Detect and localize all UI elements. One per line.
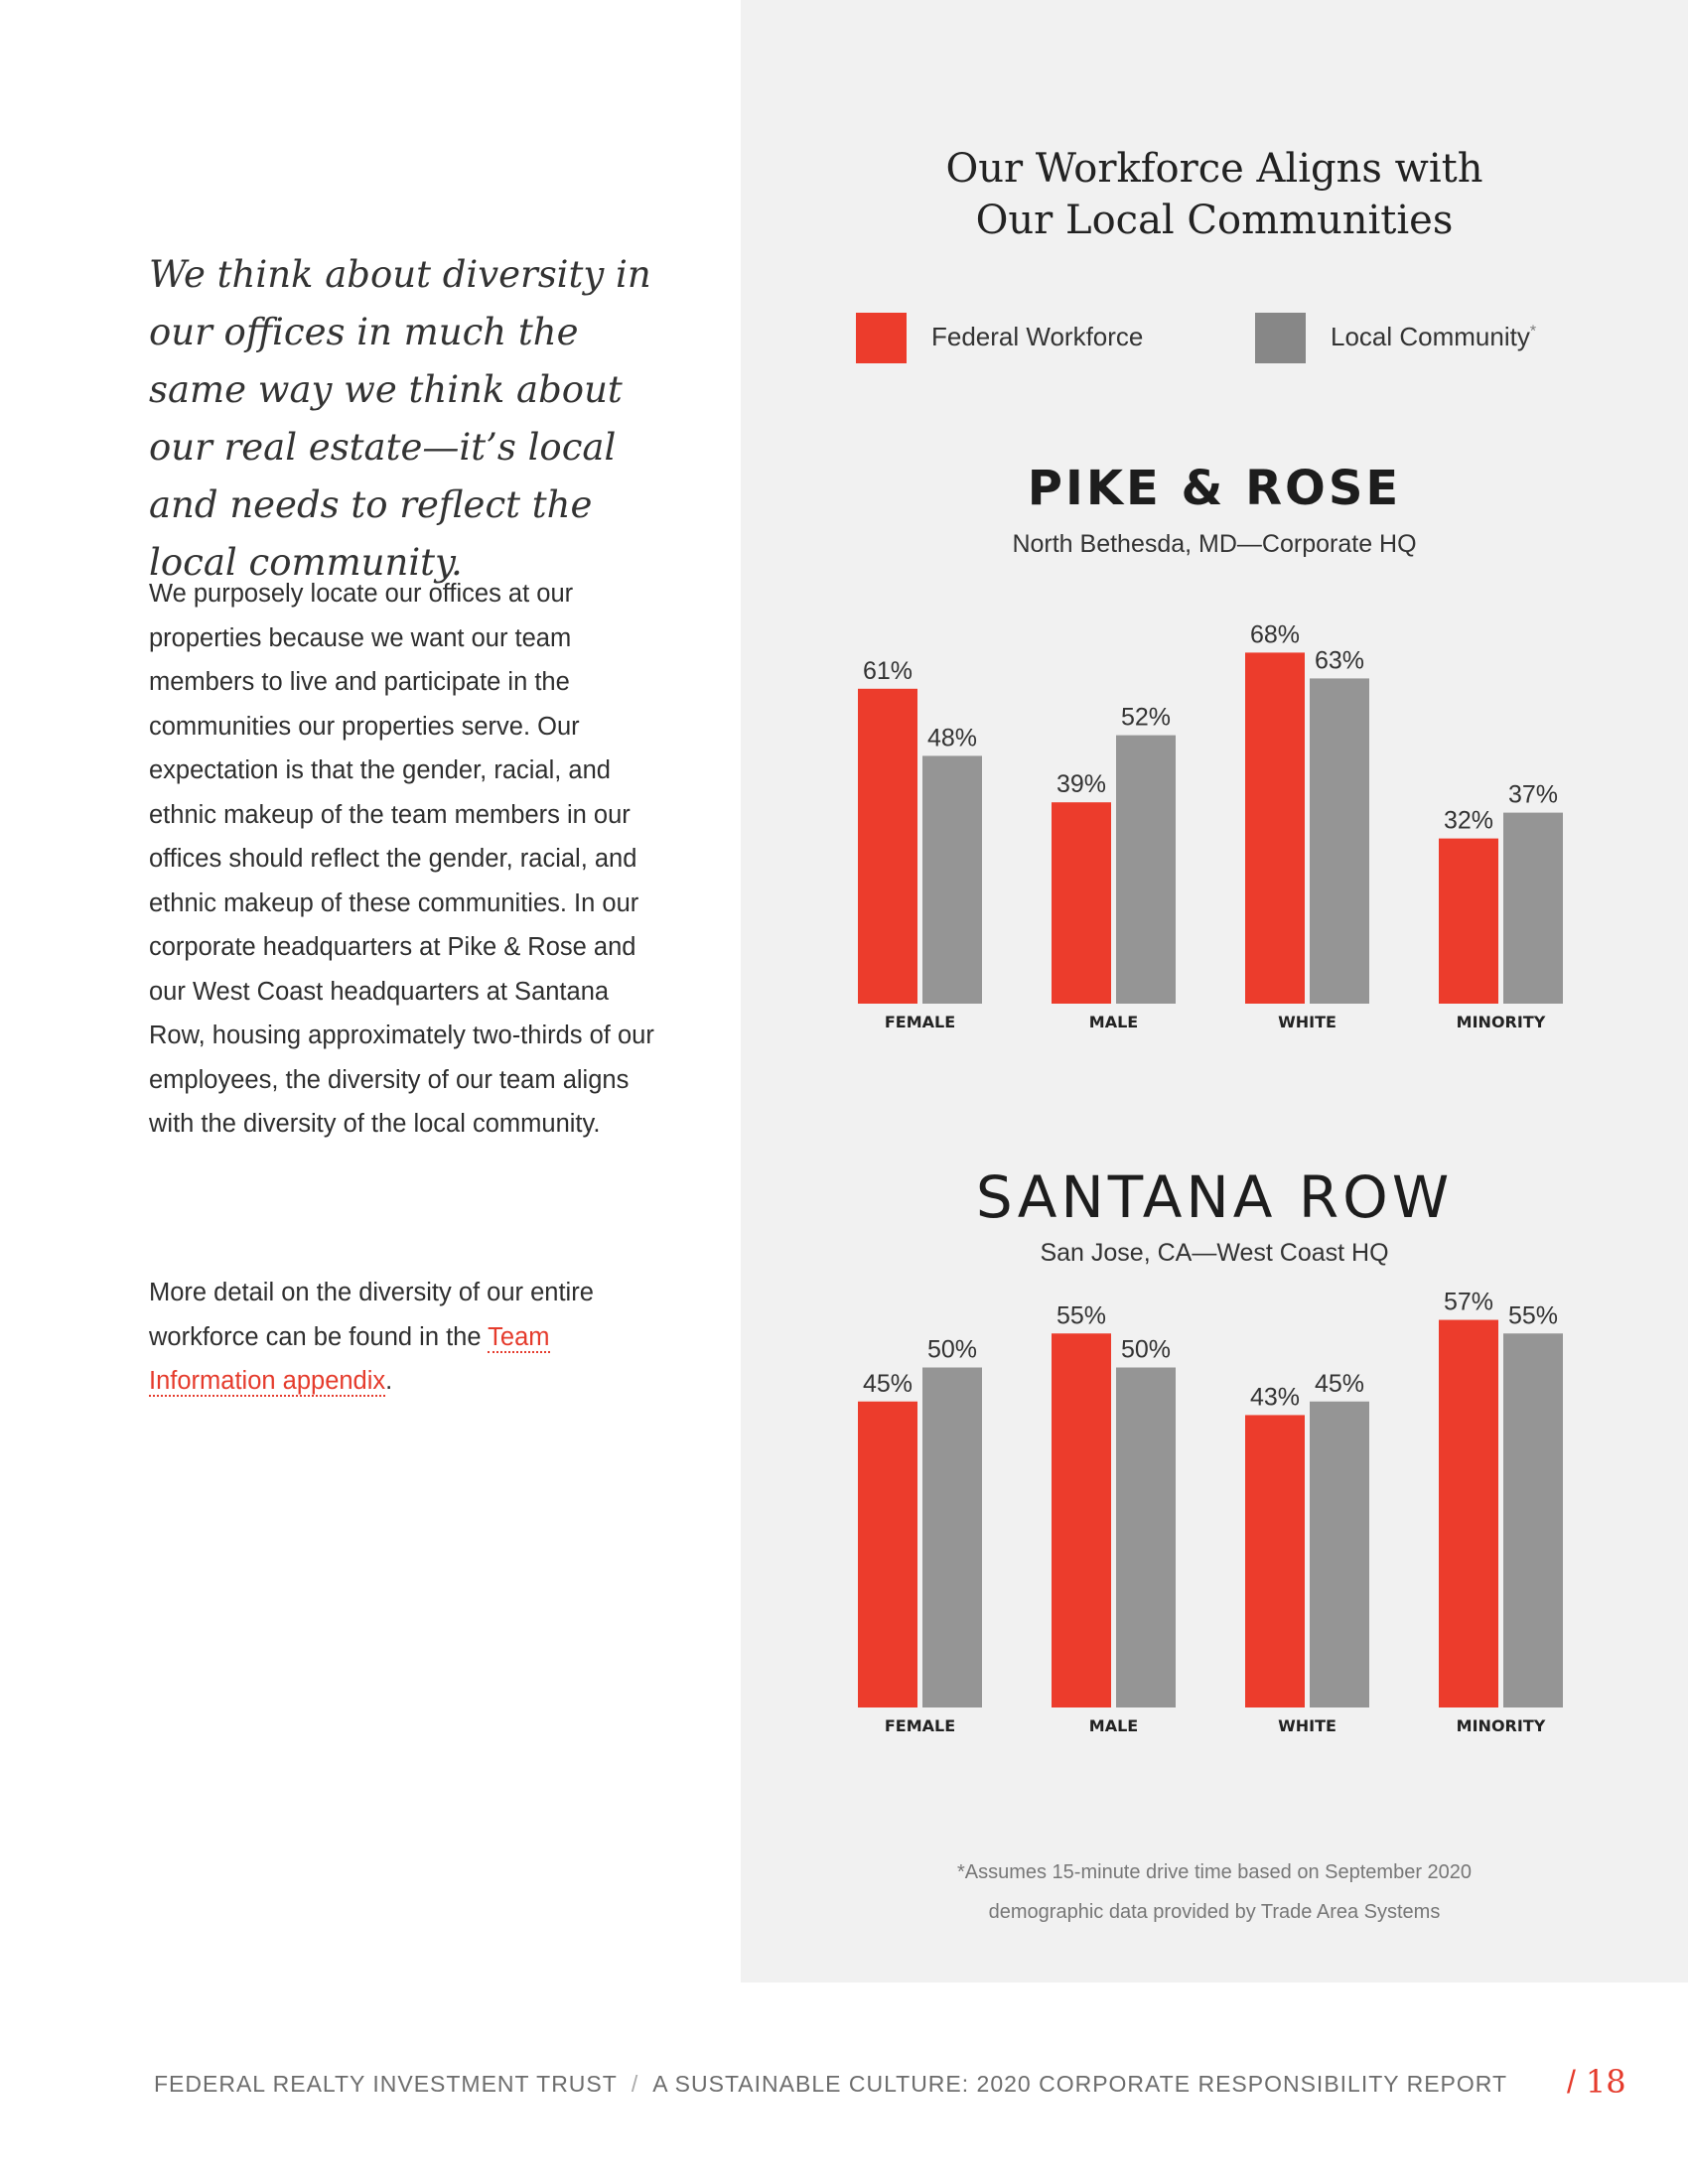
pike-rose-value-label-female-local: 48% bbox=[926, 724, 978, 752]
pike-rose-value-label-minority-federal: 32% bbox=[1443, 806, 1494, 835]
pike-rose-bar-male-local bbox=[1116, 736, 1176, 1004]
santana-row-category-label-minority: MINORITY bbox=[1456, 1716, 1546, 1735]
panel-title-line-2: Our Local Communities bbox=[975, 198, 1454, 243]
more-detail-text: More detail on the diversity of our entire workforce can be found in the bbox=[149, 1279, 594, 1351]
santana-row-value-label-female-federal: 45% bbox=[862, 1369, 914, 1398]
santana-row-bar-minority-local bbox=[1503, 1333, 1563, 1707]
footnote-line-1: *Assumes 15-minute drive time based on September 2020 bbox=[956, 1861, 1473, 1883]
pike-rose-title: PIKE & ROSE bbox=[1027, 461, 1402, 516]
page-number-value: 18 bbox=[1585, 2063, 1626, 2101]
santana-row-category-label-white: WHITE bbox=[1278, 1716, 1336, 1735]
pike-rose-bar-male-federal bbox=[1052, 802, 1111, 1004]
pike-rose-bar-female-local bbox=[922, 755, 982, 1004]
legend-federal-swatch bbox=[856, 313, 907, 363]
santana-row-subtitle: San Jose, CA—West Coast HQ bbox=[1040, 1239, 1389, 1267]
santana-row-value-label-white-local: 45% bbox=[1314, 1369, 1365, 1398]
santana-row-bar-male-local bbox=[1116, 1368, 1176, 1708]
more-detail-paragraph bbox=[149, 1271, 665, 1404]
pull-quote: We think about diversity in our offices in much the same way we think about our real estate—it’s local and needs to reflect the local community. bbox=[149, 253, 651, 584]
santana-row-value-label-white-federal: 43% bbox=[1249, 1383, 1301, 1412]
santana-row-bar-chart bbox=[741, 1271, 1688, 1747]
santana-row-bar-white-local bbox=[1310, 1402, 1369, 1707]
santana-row-category-label-male: MALE bbox=[1088, 1716, 1139, 1735]
team-information-appendix-link[interactable]: Team Information appendix bbox=[149, 1322, 550, 1395]
santana-row-bar-white-federal bbox=[1245, 1415, 1305, 1707]
legend-local-text: Local Community bbox=[1331, 322, 1530, 351]
pike-rose-category-label-white: WHITE bbox=[1278, 1013, 1336, 1031]
footnote bbox=[741, 1852, 1688, 1932]
footnote-line-2: demographic data provided by Trade Area Systems bbox=[988, 1901, 1441, 1923]
pike-rose-bar-female-federal bbox=[858, 689, 917, 1004]
pike-rose-value-label-white-local: 63% bbox=[1314, 646, 1365, 675]
footer-org: FEDERAL REALTY INVESTMENT TRUST bbox=[154, 2071, 618, 2097]
santana-row-value-label-male-local: 50% bbox=[1120, 1335, 1172, 1364]
panel-title-line-1: Our Workforce Aligns with bbox=[945, 146, 1483, 192]
santana-row-bar-minority-federal bbox=[1439, 1320, 1498, 1707]
pike-rose-category-label-minority: MINORITY bbox=[1456, 1013, 1546, 1031]
santana-row-bar-female-federal bbox=[858, 1402, 917, 1707]
santana-row-value-label-female-local: 50% bbox=[926, 1335, 978, 1364]
pike-rose-value-label-minority-local: 37% bbox=[1507, 780, 1559, 809]
santana-row-bar-female-local bbox=[922, 1368, 982, 1708]
footer-report-title: A SUSTAINABLE CULTURE: 2020 CORPORATE RESPONSIBILITY REPORT bbox=[652, 2071, 1508, 2097]
pike-rose-value-label-white-federal: 68% bbox=[1249, 620, 1301, 649]
panel-title bbox=[741, 143, 1688, 246]
page-number-slash: / bbox=[1567, 2064, 1576, 2100]
pike-rose-bar-chart bbox=[741, 596, 1688, 1052]
pike-rose-bar-minority-local bbox=[1503, 813, 1563, 1004]
legend-local-swatch bbox=[1255, 313, 1306, 363]
santana-row-category-label-female: FEMALE bbox=[884, 1716, 956, 1735]
santana-row-title: SANTANA ROW bbox=[975, 1163, 1454, 1231]
legend-federal-label: Federal Workforce bbox=[931, 322, 1144, 351]
pike-rose-value-label-male-local: 52% bbox=[1120, 703, 1172, 732]
legend-local-footnote-mark: * bbox=[1529, 323, 1537, 341]
footer-separator: / bbox=[631, 2071, 639, 2097]
pike-rose-category-label-female: FEMALE bbox=[884, 1013, 956, 1031]
page-footer bbox=[154, 2071, 1507, 2098]
pike-rose-bar-white-federal bbox=[1245, 652, 1305, 1004]
page-number bbox=[1567, 2063, 1626, 2101]
santana-row-value-label-male-federal: 55% bbox=[1055, 1301, 1107, 1330]
santana-row-value-label-minority-local: 55% bbox=[1507, 1301, 1559, 1330]
body-paragraph: We purposely locate our offices at our properties because we want our team members to live and participate in the communities our properties serve. Our expectation is that the gender, racial, and ethnic makeup of the team members in our offices should reflect the gender, racial, and ethnic makeup of these communities. In our corporate headquarters at Pike & Rose and our West Coast headquarters at Santana Row, housing approximately two-thirds of our employees, the diversity of our team aligns with the diversity of the local community. bbox=[149, 580, 654, 1138]
legend-local-label bbox=[1331, 322, 1536, 352]
pike-rose-bar-minority-federal bbox=[1439, 839, 1498, 1004]
pike-rose-subtitle: North Bethesda, MD—Corporate HQ bbox=[1012, 530, 1417, 558]
pike-rose-bar-white-local bbox=[1310, 678, 1369, 1004]
santana-row-value-label-minority-federal: 57% bbox=[1443, 1288, 1494, 1316]
santana-row-bar-male-federal bbox=[1052, 1333, 1111, 1707]
pike-rose-value-label-male-federal: 39% bbox=[1055, 770, 1107, 799]
more-detail-suffix: . bbox=[385, 1367, 393, 1395]
pike-rose-category-label-male: MALE bbox=[1088, 1013, 1139, 1031]
pike-rose-value-label-female-federal: 61% bbox=[862, 656, 914, 685]
